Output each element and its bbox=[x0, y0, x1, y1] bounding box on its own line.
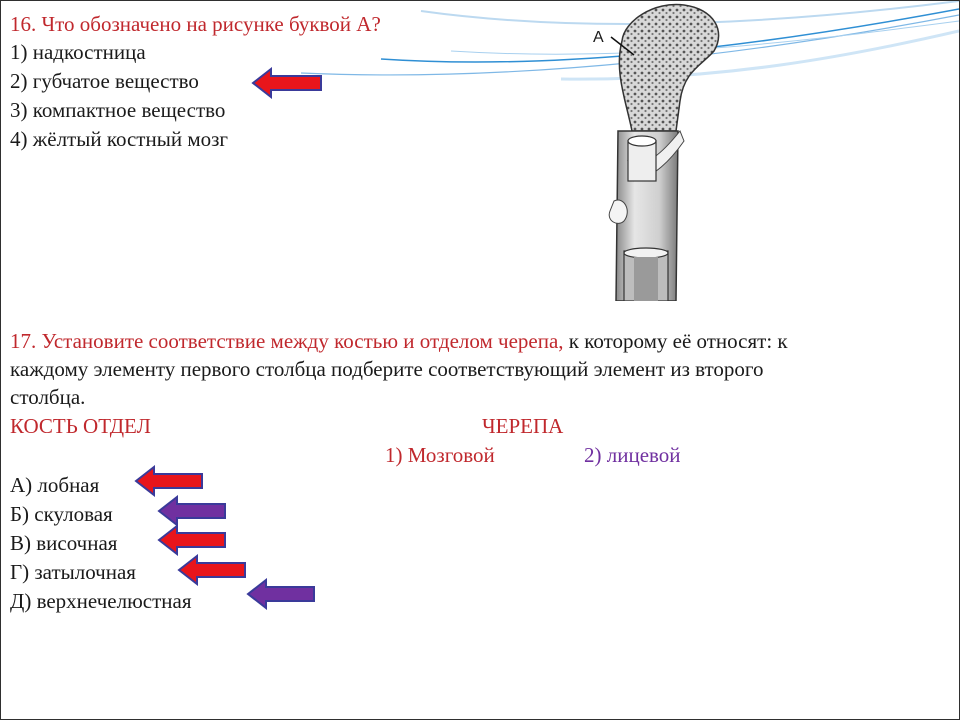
answer-cranial: 1) Мозговой bbox=[385, 443, 495, 467]
q17-text-1: к которому её относят: к bbox=[563, 329, 788, 353]
answer-facial: 2) лицевой bbox=[584, 443, 681, 467]
bone-item-b: Б) скуловая bbox=[10, 502, 113, 526]
q16-option-2: 2) губчатое вещество bbox=[10, 69, 199, 93]
arrow-a-red bbox=[134, 465, 206, 497]
col1-header: КОСТЬ ОТДЕЛ bbox=[10, 414, 151, 438]
bone-item-v: В) височная bbox=[10, 531, 118, 555]
bone-item-a: А) лобная bbox=[10, 473, 100, 497]
answer-arrow-red bbox=[251, 67, 325, 99]
figure-label-a: А bbox=[593, 29, 604, 46]
q17-line-1 bbox=[10, 328, 788, 354]
q17-title: 17. Установите соответствие между костью и отделом черепа, bbox=[10, 329, 564, 353]
bone-item-g: Г) затылочная bbox=[10, 560, 136, 584]
q17-text-2: каждому элементу первого столбца подберите соответствующий элемент из второго bbox=[10, 357, 764, 381]
q16-title: 16. Что обозначено на рисунке буквой А? bbox=[10, 12, 381, 36]
bone-illustration bbox=[584, 1, 729, 301]
arrow-d-purple bbox=[246, 578, 318, 610]
q16-option-4: 4) жёлтый костный мозг bbox=[10, 127, 229, 151]
q17-text-3: столбца. bbox=[10, 385, 86, 409]
q16-option-1: 1) надкостница bbox=[10, 40, 146, 64]
arrow-v-red bbox=[157, 524, 229, 556]
arrow-b-purple bbox=[157, 495, 229, 527]
q16-option-3: 3) компактное вещество bbox=[10, 98, 226, 122]
arrow-g-red bbox=[177, 554, 249, 586]
bone-item-d: Д) верхнечелюстная bbox=[10, 589, 192, 613]
col2-header: ЧЕРЕПА bbox=[482, 414, 564, 438]
